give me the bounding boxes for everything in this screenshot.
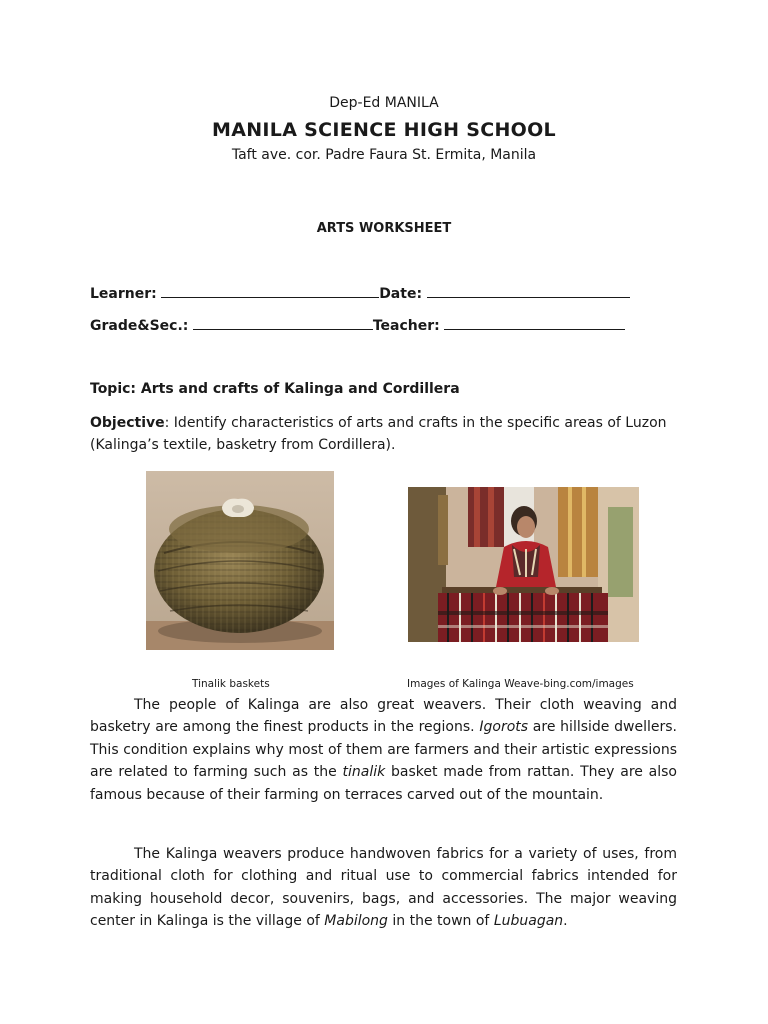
worksheet-title: ARTS WORKSHEET bbox=[316, 221, 452, 236]
kalinga-weaver-photo bbox=[408, 487, 639, 642]
learner-date-row bbox=[90, 285, 630, 302]
basket-caption: Tinalik baskets bbox=[192, 678, 270, 690]
school-address: Taft ave. cor. Padre Faura St. Ermita, Manila bbox=[231, 147, 537, 163]
grade-section-blank[interactable] bbox=[193, 317, 373, 330]
tinalik-basket-photo bbox=[146, 471, 334, 650]
grade-section-label: Grade&Sec.: bbox=[90, 318, 189, 334]
paragraph2-lubuagan: Lubuagan bbox=[493, 913, 564, 930]
grade-teacher-row bbox=[90, 317, 625, 334]
school-name: MANILA SCIENCE HIGH SCHOOL bbox=[212, 119, 556, 141]
paragraph1-text-c: are hillside dwellers. This condition explains why most of them are farmers and their artistic expressions are related to farming such as the bbox=[90, 719, 677, 781]
weave-caption: Images of Kalinga Weave-bing.com/images bbox=[407, 678, 634, 690]
paragraph2-text-c: in the town of bbox=[387, 913, 494, 930]
paragraph2-mabilong: Mabilong bbox=[324, 913, 388, 930]
paragraph1-tinalik: tinalik bbox=[342, 764, 386, 781]
date-label: Date: bbox=[379, 286, 423, 302]
date-blank[interactable] bbox=[427, 285, 630, 298]
paragraph-weavers bbox=[90, 694, 677, 806]
paragraph2-text-e: . bbox=[563, 913, 568, 930]
learner-label: Learner: bbox=[90, 286, 157, 302]
objective-body: : Identify characteristics of arts and crafts in the specific areas of Luzon (Kalinga’s textile, basketry from Cordillera). bbox=[90, 415, 667, 453]
paragraph1-text-e: basket made from rattan. They are also famous because of their farming on terraces carved out of the mountain. bbox=[90, 764, 677, 803]
teacher-blank[interactable] bbox=[444, 317, 625, 330]
paragraph1-igorots: Igorots bbox=[479, 719, 529, 736]
teacher-label: Teacher: bbox=[372, 318, 440, 334]
paragraph1-text-a: The people of Kalinga are also great weavers. Their cloth weaving and basketry are among the finest products in the regions. bbox=[90, 697, 677, 736]
paragraph-weaving-center bbox=[90, 843, 677, 933]
objective-text bbox=[90, 412, 680, 456]
learner-blank[interactable] bbox=[161, 285, 379, 298]
topic-heading: Topic: Arts and crafts of Kalinga and Cordillera bbox=[90, 381, 460, 397]
division-heading: Dep-Ed MANILA bbox=[329, 95, 439, 111]
objective-label: Objective bbox=[90, 415, 165, 431]
paragraph2-text-a: The Kalinga weavers produce handwoven fabrics for a variety of uses, from traditional cloth for clothing and ritual use to commercial fabrics intended for making household decor, souvenirs, bags, and accessories. The major weaving center in Kalinga is the village of bbox=[90, 846, 677, 930]
